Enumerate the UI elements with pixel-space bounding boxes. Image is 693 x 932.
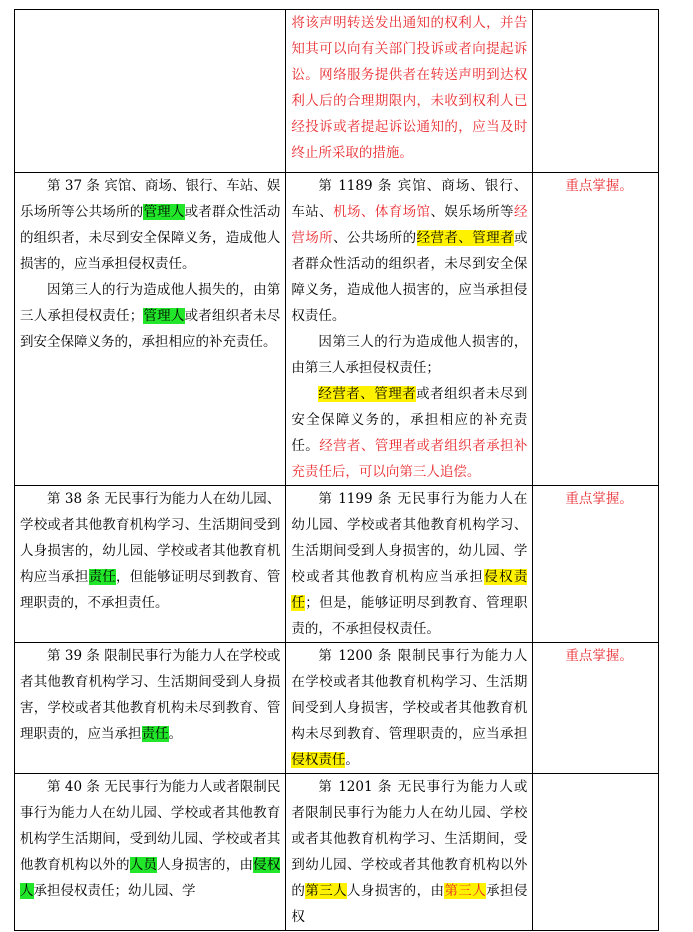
old-law-paragraph xyxy=(20,173,280,277)
new-law-cell xyxy=(286,10,533,173)
note-text: 重点掌握。 xyxy=(565,178,633,194)
new-law-paragraph xyxy=(291,486,527,642)
highlight-green: 人员 xyxy=(129,857,158,873)
new-law-paragraph xyxy=(291,774,527,930)
highlight-green: 责任 xyxy=(88,569,117,585)
new-law-text: 、娱乐场所等 xyxy=(430,204,514,220)
old-law-text: 因第三人的行为造成他人损失的，由第三人承担侵权责任； xyxy=(20,282,281,324)
new-law-paragraph xyxy=(291,643,527,773)
new-law-text: ；但是，能够证明尽到教育、管理职责的，不承担侵权责任。 xyxy=(291,595,528,637)
highlight-yellow: 侵权责任 xyxy=(291,569,528,611)
highlight-green: 侵权人 xyxy=(20,857,281,899)
note-cell xyxy=(533,10,659,173)
old-law-text: 第 39 条 限制民事行为能力人在学校或者其他教育机构学习、生活期间受到人身损害，学校或者其他教育机构未尽到教育、管理职责的，应当承担 xyxy=(20,648,281,742)
note-text: 重点掌握。 xyxy=(565,491,633,507)
old-law-text: 第 38 条 无民事行为能力人在幼儿园、学校或者其他教育机构学习、生活期间受到人身损害的，幼儿园、学校或者其他教育机构应当承担 xyxy=(20,491,281,585)
note-text: 重点掌握。 xyxy=(565,648,633,664)
old-law-text: ，但能够证明尽到教育、管理职责的，不承担责任。 xyxy=(20,569,281,611)
new-law-text: 第 1189 条 宾馆、商场、银行、车站、 xyxy=(291,178,528,220)
note-cell xyxy=(533,774,659,931)
highlight-green: 管理人 xyxy=(143,308,185,324)
new-law-text: 人身损害的，由 xyxy=(347,883,445,899)
added-text: 经营场所 xyxy=(291,204,528,246)
old-law-cell xyxy=(15,486,286,643)
old-law-text: 第 37 条 宾馆、商场、银行、车站、娱乐场所等公共场所的 xyxy=(20,178,281,220)
added-text: 机场、体育场馆 xyxy=(333,204,431,220)
new-law-text: 或者群众性活动的组织者，未尽到安全保障义务，造成他人损害的，应当承担侵权责任。 xyxy=(291,230,528,324)
new-law-text: 承担侵权 xyxy=(291,883,528,925)
old-law-paragraph xyxy=(20,486,280,616)
comparison-table xyxy=(14,9,659,931)
new-law-cell xyxy=(286,173,533,486)
new-law-text: 。 xyxy=(345,752,359,768)
new-law-cell xyxy=(286,774,533,931)
new-law-paragraph xyxy=(291,381,527,485)
highlight-yellow: 侵权责任 xyxy=(291,752,346,768)
old-law-text: 人身损害的，由 xyxy=(157,857,254,873)
table-row xyxy=(15,774,659,931)
highlight-yellow: 第三人 xyxy=(444,883,487,899)
old-law-cell xyxy=(15,173,286,486)
highlight-yellow: 经营者、管理者 xyxy=(416,230,514,246)
new-law-cell xyxy=(286,486,533,643)
table-row xyxy=(15,486,659,643)
highlight-yellow: 第三人 xyxy=(305,883,348,899)
new-law-cell xyxy=(286,643,533,774)
table-row xyxy=(15,173,659,486)
new-law-text: 、公共场所的 xyxy=(333,230,417,246)
new-law-text: 第 1200 条 限制民事行为能力人在学校或者其他教育机构学习、生活期间受到人身损害，学校或者其他教育机构未尽到教育、管理职责的，应当承担 xyxy=(291,648,528,742)
old-law-text: 。 xyxy=(168,726,182,742)
old-law-text: 承担侵权责任；幼儿园、学 xyxy=(33,883,196,899)
note-cell xyxy=(533,486,659,643)
old-law-cell xyxy=(15,643,286,774)
old-law-text: 第 40 条 无民事行为能力人或者限制民事行为能力人在幼儿园、学校或者其他教育机构学生活期间，受到幼儿园、学校或者其他教育机构以外的 xyxy=(20,779,281,873)
old-law-paragraph xyxy=(20,277,280,355)
new-law-paragraph xyxy=(291,173,527,329)
old-law-paragraph xyxy=(20,643,280,747)
highlight-green: 管理人 xyxy=(143,204,185,220)
old-law-paragraph xyxy=(20,774,280,904)
old-law-cell xyxy=(15,10,286,173)
new-law-text: 第 1201 条 无民事行为能力人或者限制民事行为能力人在幼儿园、学校或者其他教育机构学习、生活期间，受到幼儿园、学校或者其他教育机构以外的 xyxy=(291,779,528,899)
added-text: 经营者、管理者或者组织者承担补充责任后，可以向第三人追偿。 xyxy=(291,438,528,480)
new-law-paragraph: 因第三人的行为造成他人损害的，由第三人承担侵权责任； xyxy=(291,334,528,376)
note-cell xyxy=(533,173,659,486)
new-law-text: 第 1199 条 无民事行为能力人在幼儿园、学校或者其他教育机构学习、生活期间受到人身损害的，幼儿园、学校或者其他教育机构应当承担 xyxy=(291,491,528,585)
old-law-cell xyxy=(15,774,286,931)
new-law-text: 将该声明转送发出通知的权利人，并告知其可以向有关部门投诉或者向提起诉讼。网络服务提供者在转送声明到达权利人后的合理期限内，未收到权利人已经投诉或者提起诉讼通知的，应当及时终止所采取的措施。 xyxy=(291,15,528,161)
old-law-text: 或者组织者未尽到安全保障义务的，承担相应的补充责任。 xyxy=(20,308,281,350)
old-law-text: 或者群众性活动的组织者，未尽到安全保障义务，造成他人损害的，应当承担侵权责任。 xyxy=(20,204,281,272)
new-law-text: 或者组织者未尽到安全保障义务的，承担相应的补充责任。 xyxy=(291,386,528,454)
table-row xyxy=(15,10,659,173)
note-cell xyxy=(533,643,659,774)
table-row xyxy=(15,643,659,774)
highlight-yellow: 经营者、管理者 xyxy=(318,386,417,402)
highlight-green: 责任 xyxy=(141,726,169,742)
